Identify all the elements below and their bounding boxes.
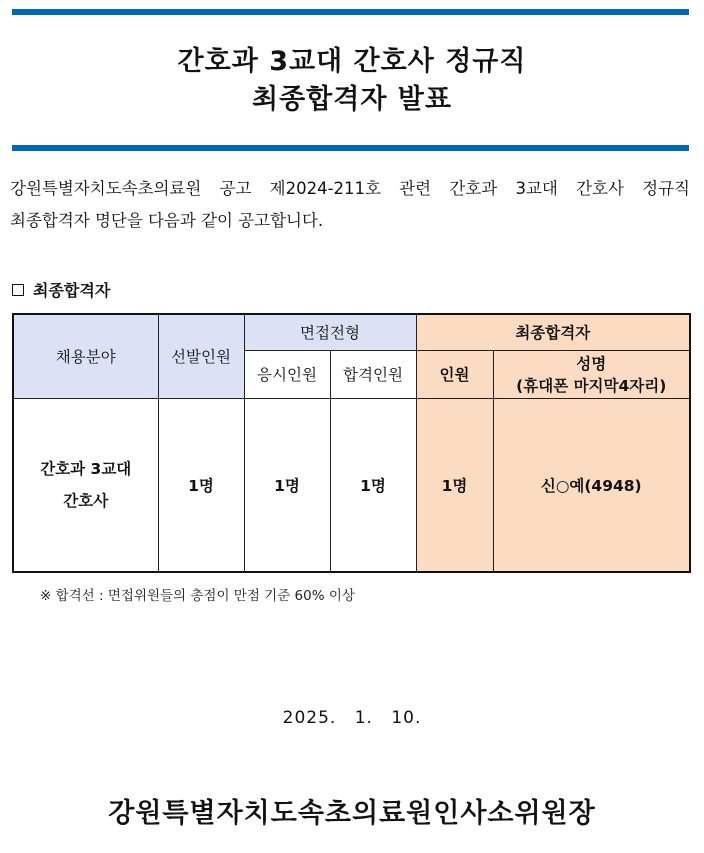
page-title-line1: 간호과 3교대 간호사 정규직 xyxy=(177,46,527,77)
intro-paragraph xyxy=(10,173,690,237)
section-heading xyxy=(12,278,110,301)
header-field: 채용분야 xyxy=(13,314,158,398)
header-final: 최종합격자 xyxy=(416,314,690,350)
checkbox-icon xyxy=(12,284,24,296)
header-interview: 면접전형 xyxy=(244,314,416,350)
header-passed: 합격인원 xyxy=(330,350,416,398)
cell-name: 신○예(4948) xyxy=(493,398,690,572)
cell-field-line1: 간호과 3교대 xyxy=(40,459,132,478)
header-name-line2: (휴대폰 마지막4자리) xyxy=(516,377,667,395)
header-selection: 선발인원 xyxy=(158,314,244,398)
top-rule xyxy=(12,9,689,15)
intro-line1: 강원특별자치도속초의료원 공고 제2024-211호 관련 간호과 3교대 간호사 정규직 xyxy=(10,179,690,198)
cell-passed: 1명 xyxy=(330,398,416,572)
result-table xyxy=(12,313,691,573)
bottom-rule xyxy=(12,145,689,151)
page-title-line2: 최종합격자 발표 xyxy=(252,84,452,115)
table-row xyxy=(13,398,690,572)
issuer-signature: 강원특별자치도속초의료원인사소위원장 xyxy=(108,798,596,829)
cell-field xyxy=(13,398,158,572)
cell-count: 1명 xyxy=(416,398,493,572)
cell-selection: 1명 xyxy=(158,398,244,572)
passing-note: ※ 합격선 : 면접위원들의 총점이 만점 기준 60% 이상 xyxy=(40,588,355,604)
intro-line2: 최종합격자 명단을 다음과 같이 공고합니다. xyxy=(10,211,324,230)
announcement-date: 2025. 1. 10. xyxy=(282,708,422,728)
cell-applicants: 1명 xyxy=(244,398,330,572)
header-count: 인원 xyxy=(416,350,493,398)
header-applicants: 응시인원 xyxy=(244,350,330,398)
header-name xyxy=(493,350,690,398)
section-title: 최종합격자 xyxy=(33,281,111,300)
cell-field-line2: 간호사 xyxy=(63,491,109,510)
header-name-line1: 성명 xyxy=(576,355,607,373)
